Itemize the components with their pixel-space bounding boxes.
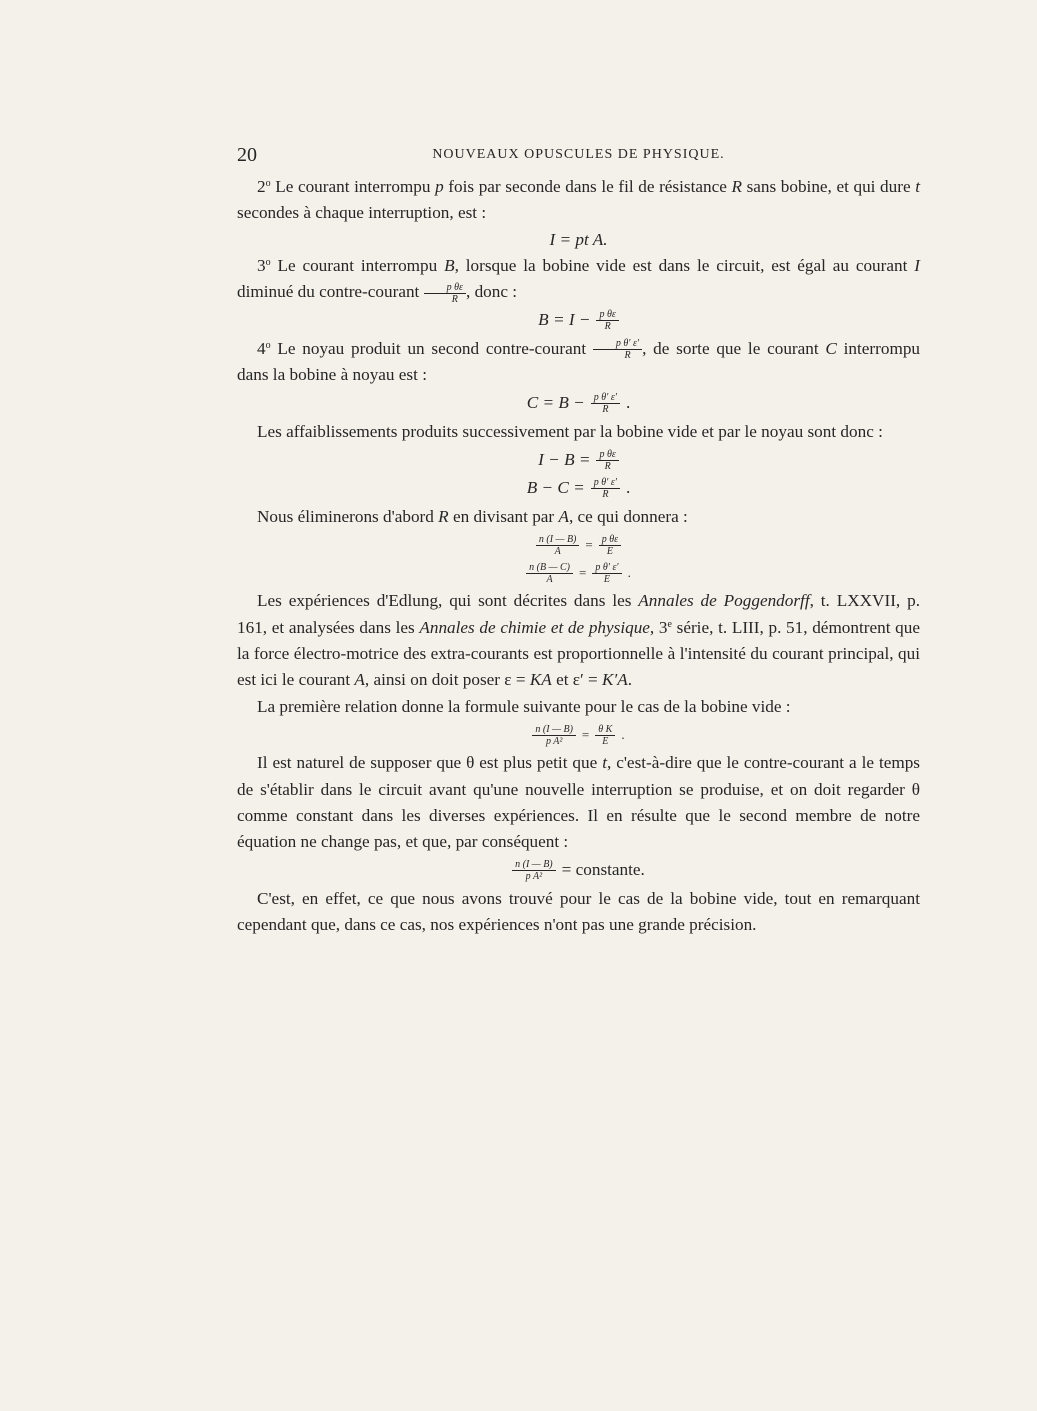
equation-1: I = pt A.: [549, 229, 608, 249]
paragraph-5: Les affaiblissements produits successivement par la bobine vide et par le noyau sont donc :: [257, 421, 883, 441]
paragraph-3: 3$^o$ Le courant interrompu B, lorsque la bobine vide est dans le circuit, est égal au courant I diminué du contre-courant $\frac{\text{p θε}}{R}$ , donc :: [237, 255, 920, 305]
equation-5: B − C = $\frac{\text{p θ′ ε′}}{R}$ .: [526, 476, 631, 500]
equation-3: C = B − $\frac{\text{p θ′ ε′}}{R}$ .: [526, 392, 631, 416]
paragraph-2: 2$^o$ Le courant interrompu p fois par seconde dans le fil de résistance R sans bobine, et qui dure t secondes à chaque interruption, est :: [237, 177, 920, 223]
fraction: $\frac{\text{p θ′ ε′}}{R}$: [593, 338, 642, 361]
paragraph-4: 4$^o$ Le noyau produit un second contre-courant $\frac{\text{p θ′ ε′}}{R}$ , de sorte que le courant C interrompu dans la bobine à noyau est :: [237, 338, 921, 385]
equation-4: I − B = $\frac{\text{p θε}}{R}$: [237, 447, 920, 473]
paragraph-9: Il est naturel de supposer que θ est plus petit que t, c'est-à-dire que le contre-courant a le temps de s'établir dans le circuit avant qu'une nouvelle interruption se produise, et on doit regarder θ comme constant dans les diverses expériences. Il en résulte que le second membre de notre équation ne change pas, et que, par conséquent :: [237, 753, 920, 852]
equation-9: $\frac{n (I — B)}{\text{p A²}}$ = constante.: [237, 857, 920, 883]
paragraph-8: La première relation donne la formule suivante pour le cas de la bobine vide :: [257, 696, 791, 716]
equation-7: $\frac{n (B — C)}{A}$ = $\frac{\text{p θ′ ε′}}{E}$ .: [237, 560, 920, 586]
page-body: [237, 174, 920, 938]
paragraph-7: Les expériences d'Edlung, qui sont décrites dans les Annales de Poggendorff, t. LXXVII, p. 161, et analysées dans les Annales de chimie et de physique, 3e série, t. LIII, p. 51, démontrent que la force électro-motrice des extra-courants est proportionnelle à l'intensité du courant principal, qui est ici le courant A, ainsi on doit poser ε = KA et ε′ = K′A.: [237, 591, 920, 690]
fraction: $\frac{\text{p θε}}{R}$: [424, 282, 466, 305]
running-title: NOUVEAUX OPUSCULES DE PHYSIQUE.: [432, 147, 725, 162]
paragraph-6: Nous éliminerons d'abord R en divisant par A, ce qui donnera :: [257, 506, 688, 526]
equation-2: B = I − $\frac{\text{p θε}}{R}$: [237, 307, 920, 333]
paragraph-10: C'est, en effet, ce que nous avons trouvé pour le cas de la bobine vide, tout en remarquant cependant que, dans ce cas, nos expériences n'ont pas une grande précision.: [237, 888, 920, 935]
equation-8: $\frac{n (I — B)}{\text{p A²}}$ = $\frac{\text{θ K}}{E}$ .: [237, 722, 920, 748]
page-header: [237, 144, 920, 168]
equation-6: $\frac{n (I — B)}{A}$ = $\frac{\text{p θε}}{E}$: [237, 532, 920, 558]
page-number: 20: [237, 144, 257, 166]
